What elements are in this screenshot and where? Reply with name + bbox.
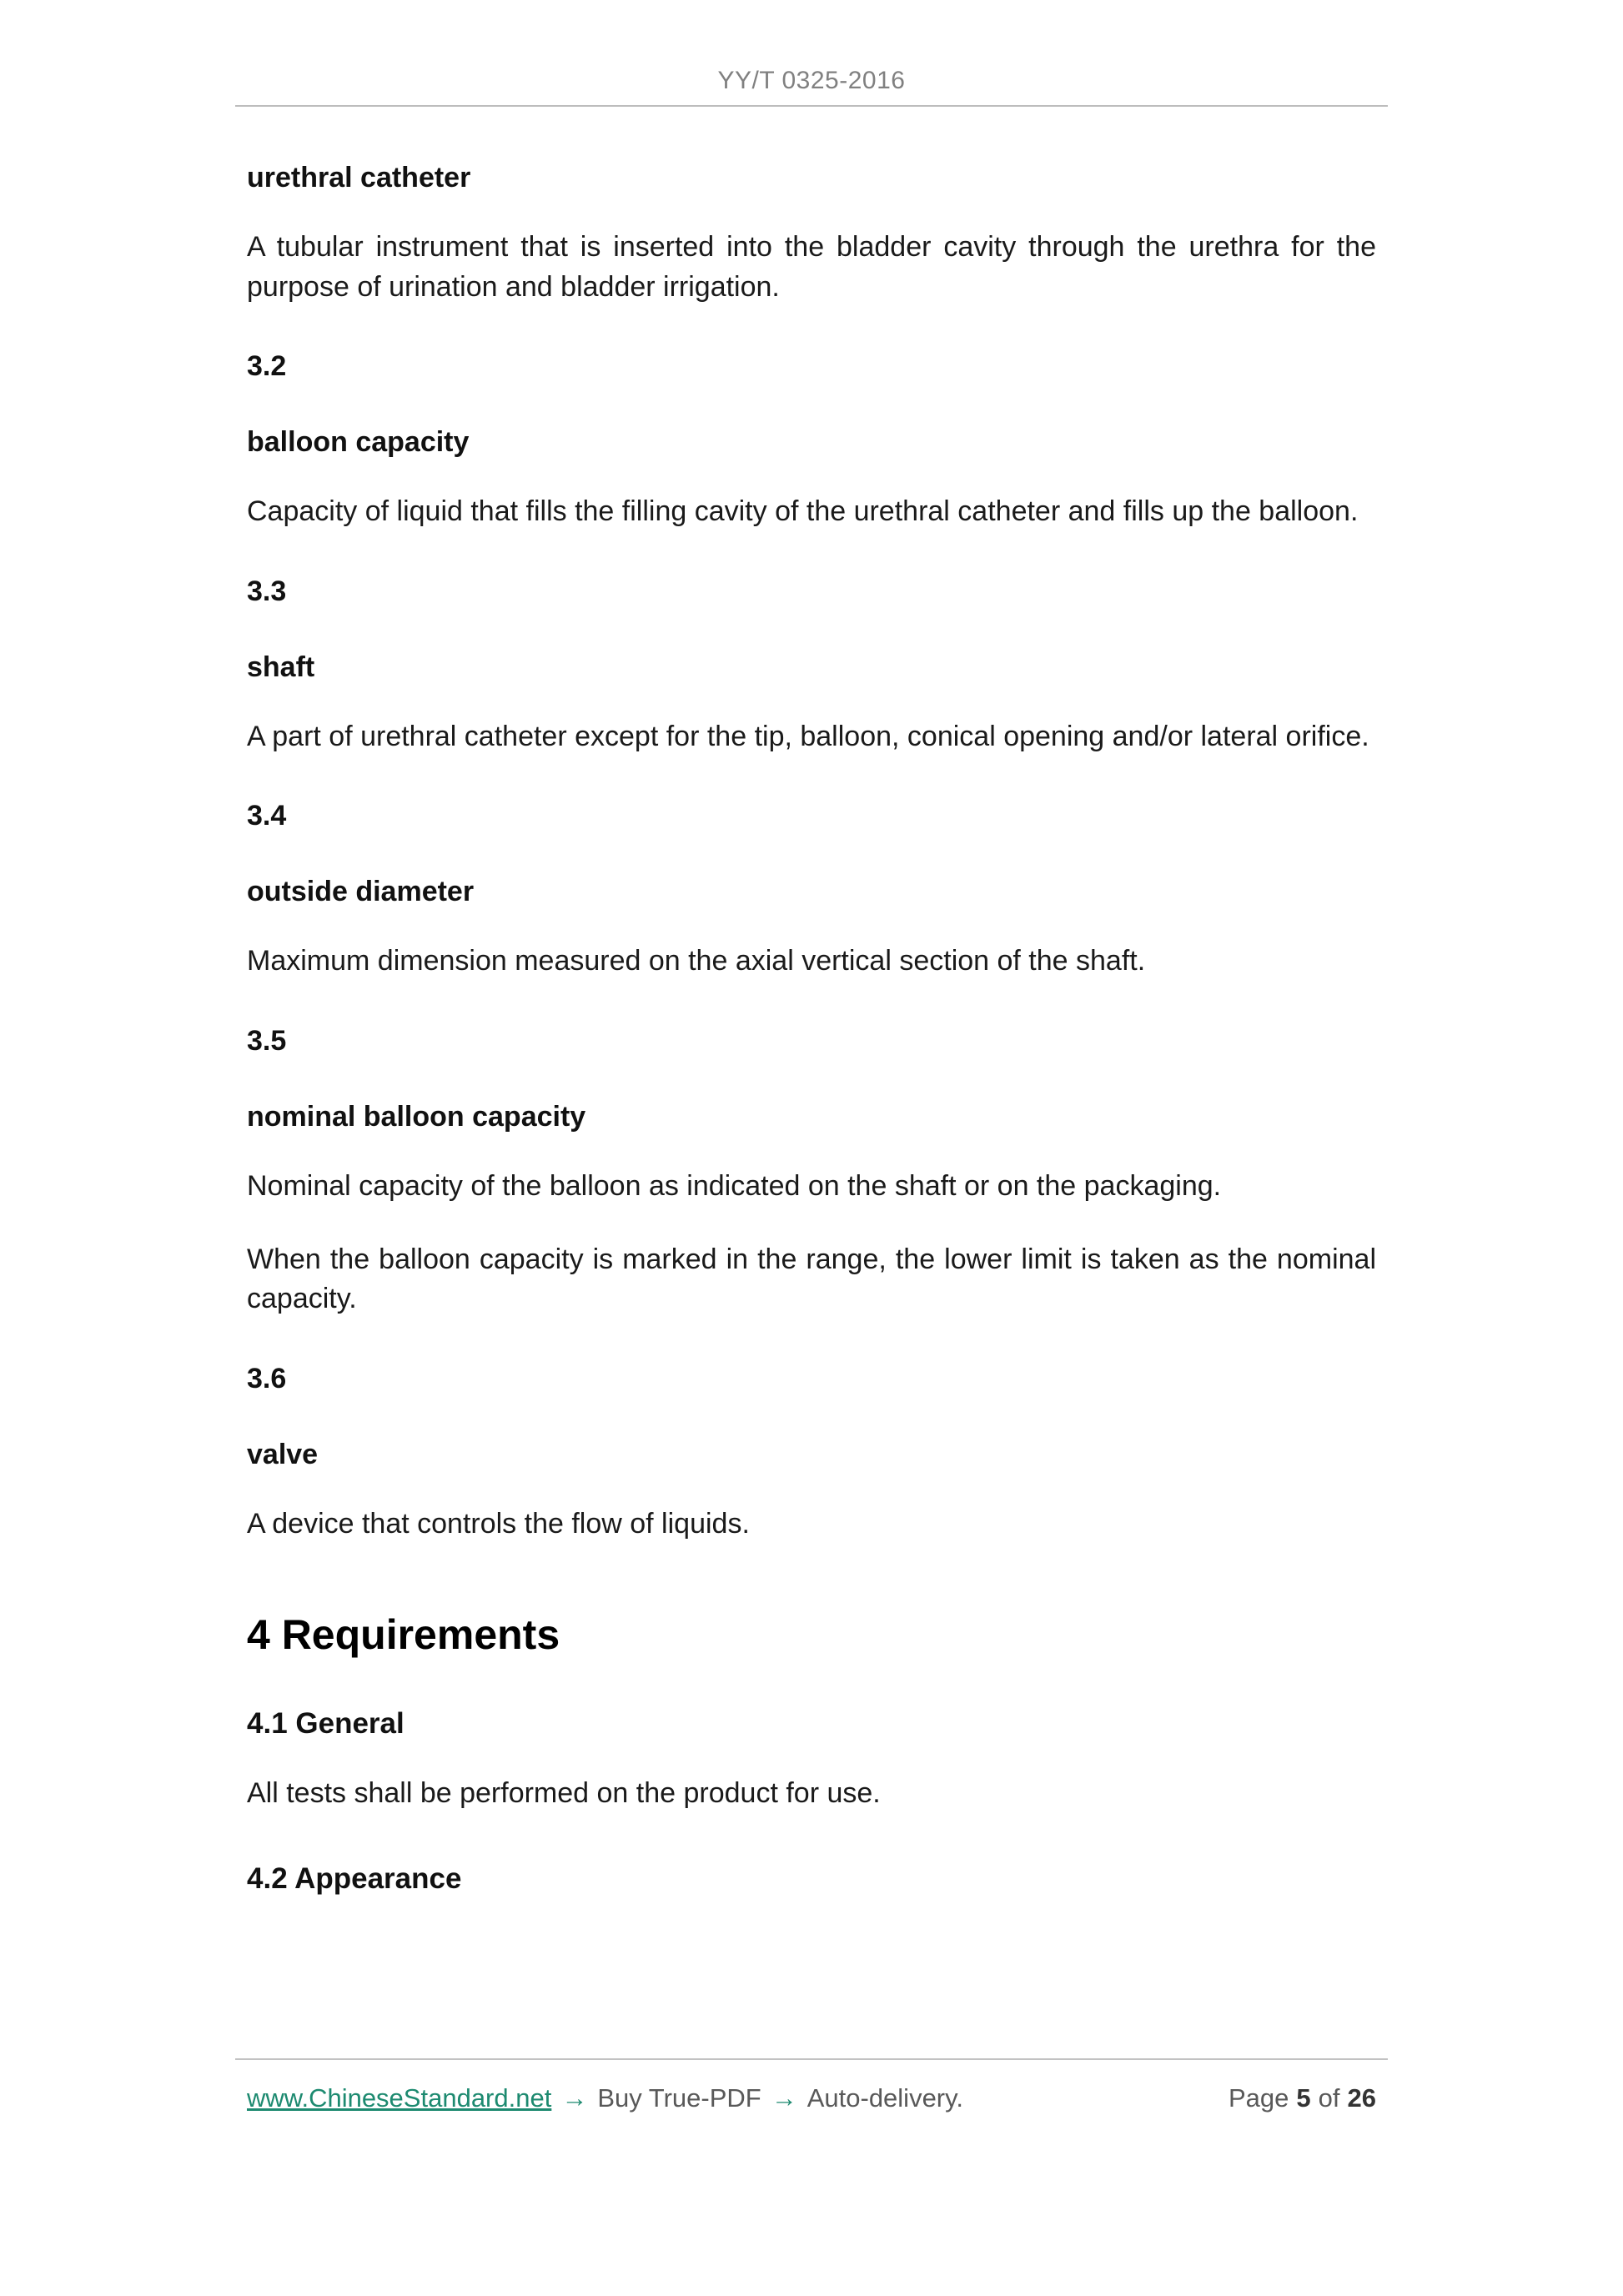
page-header-title: YY/T 0325-2016 <box>717 67 906 94</box>
paragraph: Nominal capacity of the balloon as indicated on the shaft or on the packaging. <box>247 1169 1222 1202</box>
clause-number: 3.3 <box>247 575 287 607</box>
term-heading: balloon capacity <box>247 426 470 459</box>
document-content <box>247 118 1376 1896</box>
paragraph: A part of urethral catheter except for the tip, balloon, conical opening and/or lateral orifice. <box>247 720 1369 752</box>
footer-website-link[interactable]: www.ChineseStandard.net <box>247 2083 552 2113</box>
paragraph: A tubular instrument that is inserted into the bladder cavity through the urethra for the purpose of urination and bladder irrigation. <box>247 231 1376 303</box>
footer-action-delivery: Auto-delivery. <box>806 2083 963 2113</box>
page-current: 5 <box>1296 2083 1311 2113</box>
clause-number: 3.2 <box>247 350 287 383</box>
clause-number: 3.5 <box>247 1024 287 1057</box>
page-of-label: of <box>1318 2083 1340 2113</box>
term-heading: valve <box>247 1438 319 1470</box>
subsection-heading: 4.1 General <box>247 1707 404 1741</box>
section-heading: 4 Requirements <box>247 1611 560 1659</box>
footer-source <box>247 2083 963 2113</box>
term-heading: nominal balloon capacity <box>247 1100 586 1133</box>
paragraph: A device that controls the flow of liquids. <box>247 1507 750 1540</box>
page-label: Page <box>1229 2083 1289 2113</box>
term-heading: urethral catheter <box>247 162 471 193</box>
page-footer <box>247 2083 1376 2113</box>
page-total: 26 <box>1347 2083 1376 2113</box>
paragraph: Capacity of liquid that fills the filling cavity of the urethral catheter and fills up the balloon. <box>247 495 1359 528</box>
clause-number: 3.6 <box>247 1362 287 1394</box>
header-divider <box>235 105 1388 107</box>
footer-pagination <box>1221 2083 1376 2113</box>
term-heading: shaft <box>247 651 315 683</box>
arrow-right-icon: → <box>561 2083 588 2113</box>
paragraph: When the balloon capacity is marked in the range, the lower limit is taken as the nominal capacity. <box>247 1243 1376 1315</box>
paragraph: All tests shall be performed on the product for use. <box>247 1777 881 1810</box>
clause-number: 3.4 <box>247 800 287 832</box>
footer-divider <box>235 2058 1388 2060</box>
subsection-heading: 4.2 Appearance <box>247 1861 462 1895</box>
arrow-right-icon: → <box>771 2083 797 2113</box>
footer-action-buy: Buy True-PDF <box>597 2083 761 2113</box>
paragraph: Maximum dimension measured on the axial vertical section of the shaft. <box>247 945 1146 977</box>
term-heading: outside diameter <box>247 876 475 908</box>
